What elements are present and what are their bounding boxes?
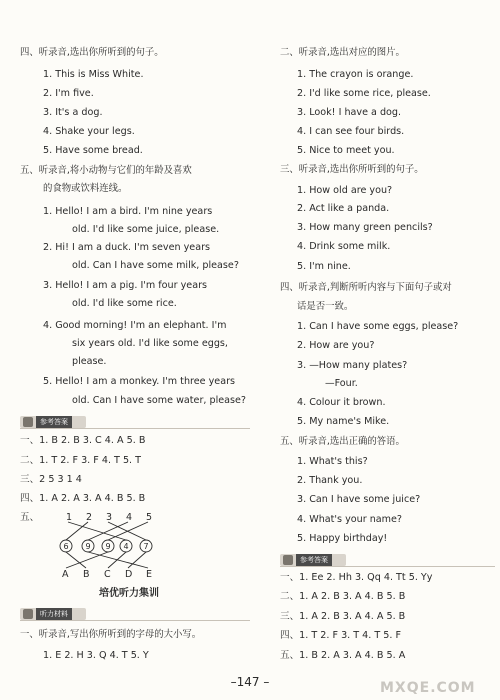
list-item: 1. This is Miss White. [43,69,144,80]
list-item: 2. Hi! I am a duck. I'm seven years [43,242,211,253]
match-top-label: 5 [146,512,153,523]
match-line [66,552,108,568]
answer-line: 四、1. T 2. F 3. T 4. T 5. F [280,630,402,641]
answer-badge: 参考答案 [20,416,86,428]
listening-badge: 听力材料 [20,608,86,620]
section-3-title: 三、听录音,选出你所听到的句子。 [280,164,424,175]
match-top-label: 1 [66,512,73,523]
matching-diagram [56,510,166,580]
match-line [108,552,126,568]
divider [20,620,250,621]
list-item: 5. My name's Mike. [297,416,390,427]
list-item: 3. It's a dog. [43,107,103,118]
book-icon [283,555,293,565]
match-circle-number: 6 [63,542,69,551]
answer-badge: 参考答案 [280,554,346,566]
list-item: 5. Nice to meet you. [297,145,395,156]
match-bottom-label: C [104,569,111,580]
match-line [88,552,148,568]
match-top-label: 4 [126,512,133,523]
section-4-title: 四、听录音,选出你所听到的句子。 [20,47,164,58]
list-item: 4. What's your name? [297,514,403,525]
headphones-icon [23,609,33,619]
list-item: old. I'd like some juice, please. [72,224,220,235]
match-bottom-label: A [62,569,69,580]
list-item: 4. Shake your legs. [43,126,135,137]
match-bottom-label: D [125,569,133,580]
match-circle-number: 4 [123,542,129,551]
match-bottom-label: B [83,569,90,580]
section-heading: 培优听力集训 [99,588,159,599]
list-item: 4. I can see four birds. [297,126,405,137]
match-circle-number: 7 [143,542,149,551]
answer-line: 三、2 5 3 1 4 [20,474,82,485]
match-circle-number: 9 [85,542,91,551]
section-5-title-cont: 的食物或饮料连线。 [43,183,128,194]
list-item: 4. Drink some milk. [297,241,391,252]
section-2-title: 二、听录音,选出对应的图片。 [280,47,405,58]
list-item: 2. Thank you. [297,475,363,486]
answer-line: 一、1. Ee 2. Hh 3. Qq 4. Tt 5. Yy [280,572,433,583]
list-item: 4. Good morning! I'm an elephant. I'm [43,320,227,331]
list-item: 5. I'm nine. [297,261,351,272]
section-4-title-cont: 话是否一致。 [297,301,354,312]
divider [280,566,495,567]
match-line [88,522,128,540]
section-5-title: 五、听录音,将小动物与它们的年龄及喜欢 [20,165,192,176]
divider [20,428,250,429]
match-top-label: 2 [86,512,93,523]
list-item: 2. How are you? [297,340,375,351]
answer-prefix: 五、 [20,512,40,523]
list-item: 1. What's this? [297,456,368,467]
list-item: 5. Happy birthday! [297,533,388,544]
list-item: 2. I'd like some rice, please. [297,88,431,99]
answer-line: 三、1. A 2. B 3. A 4. A 5. B [280,611,406,622]
answer-line: 一、1. B 2. B 3. C 4. A 5. B [20,435,146,446]
list-item: 1. How old are you? [297,185,393,196]
answer-line: 二、1. A 2. B 3. A 4. B 5. B [280,591,406,602]
list-item: old. I'd like some rice. [72,298,177,309]
list-item: old. Can I have some water, please? [72,395,247,406]
list-item: 1. E 2. H 3. Q 4. T 5. Y [43,650,149,661]
match-line [66,552,86,568]
match-circle-number: 9 [105,542,111,551]
list-item: 1. The crayon is orange. [297,69,414,80]
list-item: 5. Have some bread. [43,145,143,156]
list-item: 1. Hello! I am a bird. I'm nine years [43,206,213,217]
answer-line: 四、1. A 2. A 3. A 4. B 5. B [20,493,146,504]
list-item: 3. How many green pencils? [297,222,433,233]
match-bottom-label: E [146,569,153,580]
list-item: 3. Can I have some juice? [297,494,421,505]
list-item: 2. Act like a panda. [297,203,390,214]
list-item: six years old. I'd like some eggs, [72,338,228,349]
list-item: 1. Can I have some eggs, please? [297,321,459,332]
section-5-title: 五、听录音,选出正确的答语。 [280,436,405,447]
list-item: —Four. [325,378,358,389]
list-item: 3. Look! I have a dog. [297,107,402,118]
section-4-title: 四、听录音,判断所听内容与下面句子或对 [280,282,452,293]
book-icon [23,417,33,427]
list-item: 3. Hello! I am a pig. I'm four years [43,280,208,291]
match-top-label: 3 [106,512,113,523]
answer-line: 五、1. B 2. A 3. A 4. B 5. A [280,650,406,661]
answer-line: 二、1. T 2. F 3. F 4. T 5. T [20,455,142,466]
section-1-title: 一、听录音,写出你所听到的字母的大小写。 [20,629,202,640]
list-item: 3. —How many plates? [297,360,408,371]
list-item: 4. Colour it brown. [297,397,386,408]
list-item: 5. Hello! I am a monkey. I'm three years [43,376,236,387]
list-item: please. [72,356,107,367]
watermark: MXQE.COM [380,680,476,696]
list-item: old. Can I have some milk, please? [72,260,239,271]
page-number: –147 – [230,675,270,689]
list-item: 2. I'm five. [43,88,94,99]
match-line [128,552,146,568]
